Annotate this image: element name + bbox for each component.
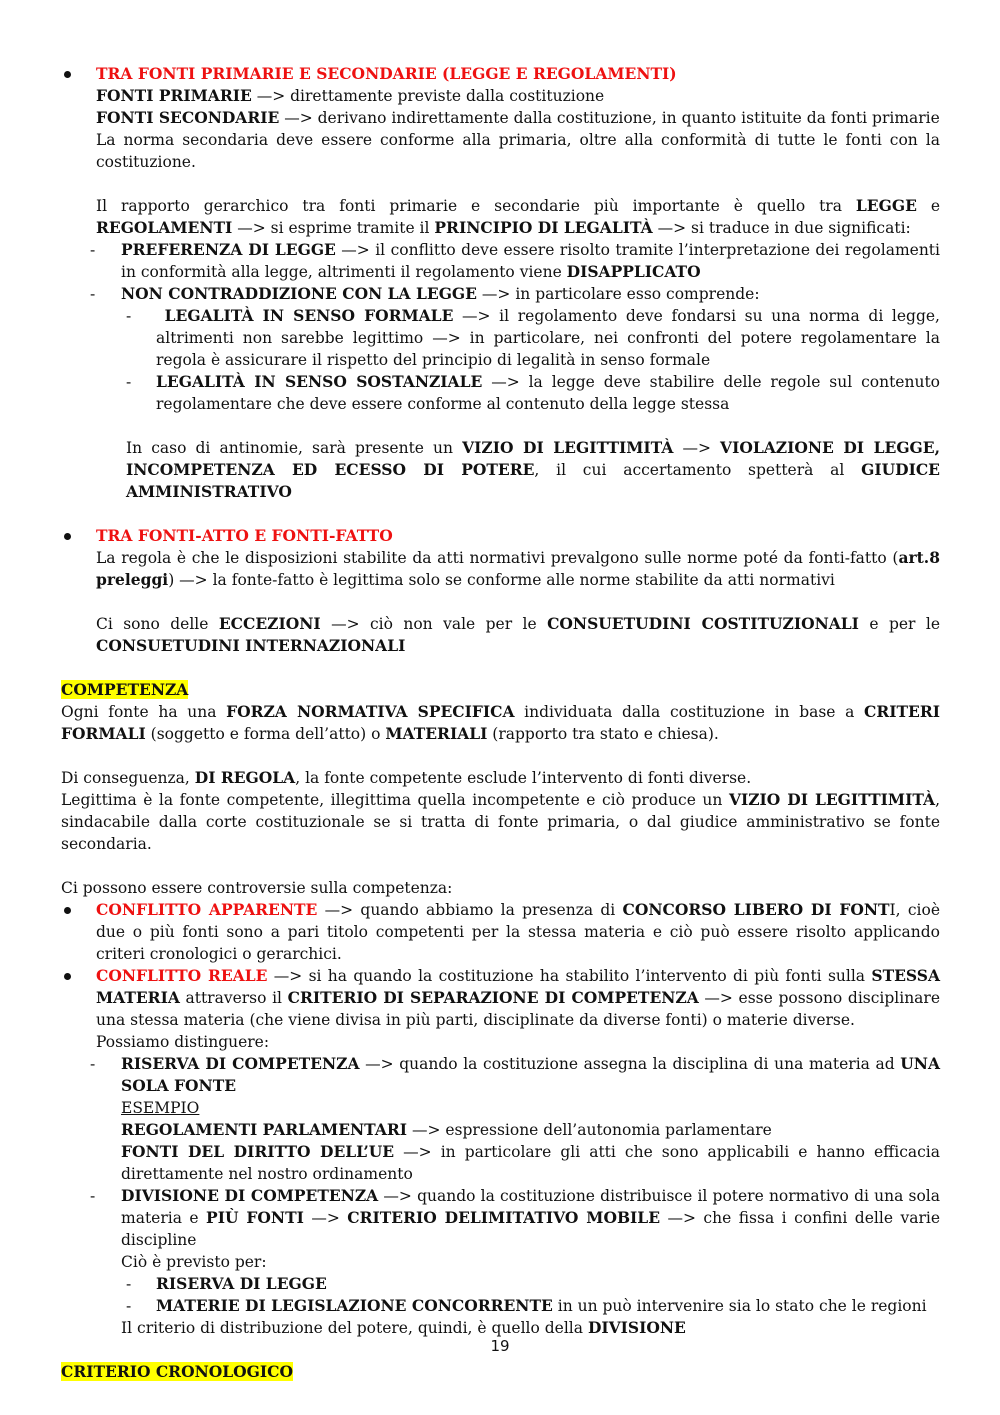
bullet-icon [64,71,71,78]
paragraph: Ci possono essere controversie sulla competenza: [61,879,453,897]
paragraph: Di conseguenza, DI REGOLA, la fonte competente esclude l’intervento di fonti diverse. [61,768,752,787]
section-title: TRA FONTI-ATTO E FONTI-FATTO [96,526,393,545]
paragraph: Il criterio di distribuzione del potere, quindi, è quello della DIVISIONE [121,1318,686,1337]
paragraph: Legittima è la fonte competente, illegittima quella incompetente e ciò produce un VIZIO DI LEGITTIMITÀ, sindacabile dalla corte costituzionale se si tratta di fonte primaria, o dal giudice amministrativo se fonte secondaria. [61,790,940,853]
bullet-icon [64,973,71,980]
list-item: - PREFERENZA DI LEGGE —> il conflitto deve essere risolto tramite l’interpretazione dei regolamenti in conformità alla legge, altrimenti il regolamento viene DISAPPLICATO [90,240,940,281]
list-item: - RISERVA DI LEGGE [126,1274,327,1293]
paragraph: In caso di antinomie, sarà presente un VIZIO DI LEGITTIMITÀ —> VIOLAZIONE DI LEGGE, INCOMPETENZA ED ECESSO DI POTERE, il cui accertamento spetterà al GIUDICE AMMINISTRATIVO [126,438,941,501]
section-title: TRA FONTI PRIMARIE E SECONDARIE (LEGGE E REGOLAMENTI) [96,64,677,83]
list-item: - MATERIE DI LEGISLAZIONE CONCORRENTE in un può intervenire sia lo stato che le regioni [126,1296,927,1315]
list-item: - NON CONTRADDIZIONE CON LA LEGGE —> in particolare esso comprende: [90,284,760,303]
list-item: - LEGALITÀ IN SENSO SOSTANZIALE —> la legge deve stabilire delle regole sul contenuto regolamentare che deve essere conforme al contenuto della legge stessa [126,372,941,413]
document-page [61,63,940,1383]
paragraph: Ogni fonte ha una FORZA NORMATIVA SPECIFICA individuata dalla costituzione in base a CRITERI FORMALI (soggetto e forma dell’atto) o MATERIALI (rapporto tra stato e chiesa). [61,702,940,743]
bullet-conflitto-apparente: CONFLITTO APPARENTE —> quando abbiamo la presenza di CONCORSO LIBERO DI FONTI, cioè due o più fonti sono a pari titolo competenti per la stessa materia e ciò può essere risolto applicando criteri cronologici o gerarchici. [61,899,940,965]
bullet-icon [64,533,71,540]
bullet-fonti-primarie-secondarie: TRA FONTI PRIMARIE E SECONDARIE (LEGGE E REGOLAMENTI) FONTI PRIMARIE —> direttamente previste dalla costituzione FONTI SECONDARIE —> derivano indirettamente dalla costituzione, in quanto istituite da fonti primarie La norma secondaria deve essere conforme alla primaria, oltre alla conformità di tutte le fonti con la costituzione. Il rapporto gerarchico tra fonti primarie e secondarie più importante è quello tra LEGGE e REGOLAMENTI —> si esprime tramite il PRINCIPIO DI LEGALITÀ —> si traduce in due significati: [61,63,940,239]
bullet-conflitto-reale: CONFLITTO REALE —> si ha quando la costituzione ha stabilito l’intervento di più fonti sulla STESSA MATERIA attraverso il CRITERIO DI SEPARAZIONE DI COMPETENZA —> esse possono disciplinare una stessa materia (che viene divisa in più parti, disciplinate da diverse fonti) o materie diverse. Possiamo distinguere: [61,965,940,1053]
bullet-fonti-atto-fatto: TRA FONTI-ATTO E FONTI-FATTO La regola è che le disposizioni stabilite da atti normativi prevalgono sulle norme poté da fonti-fatto (art.8 preleggi) —> la fonte-fatto è legittima solo se conforme alle norme stabilite da atti normativi Ci sono delle ECCEZIONI —> ciò non vale per le CONSUETUDINI COSTITUZIONALI e per le CONSUETUDINI INTERNAZIONALI [61,525,940,657]
list-item: - LEGALITÀ IN SENSO FORMALE —> il regolamento deve fondarsi su una norma di legge, altrimenti non sarebbe legittimo —> in particolare, nei confronti del potere regolamentare la regola è assicurare il rispetto del principio di legalità in senso formale [126,306,940,369]
paragraph: La norma secondaria deve essere conforme alla primaria, oltre alla conformità di tutte le fonti con la costituzione. [96,131,940,171]
heading-criterio-cronologico: CRITERIO CRONOLOGICO [61,1362,293,1381]
bullet-icon [64,907,71,914]
page-number: 19 [490,1337,510,1355]
list-item: - DIVISIONE DI COMPETENZA —> quando la costituzione distribuisce il potere normativo di una sola materia e PIÙ FONTI —> CRITERIO DELIMITATIVO MOBILE —> che fissa i confini delle varie discipline Ciò è previsto per: [90,1186,940,1271]
paragraph: Il rapporto gerarchico tra fonti primarie e secondarie più importante è quello tra LEGGE e REGOLAMENTI —> si esprime tramite il PRINCIPIO DI LEGALITÀ —> si traduce in due significati: [96,196,940,237]
heading-competenza: COMPETENZA [61,680,189,699]
list-item: - RISERVA DI COMPETENZA —> quando la costituzione assegna la disciplina di una materia ad UNA SOLA FONTE ESEMPIO REGOLAMENTI PARLAMENTARI —> espressione dell’autonomia parlamentare FONTI DEL DIRITTO DELL’UE —> in particolare gli atti che sono applicabili e hanno efficacia direttamente nel nostro ordinamento [90,1054,940,1183]
